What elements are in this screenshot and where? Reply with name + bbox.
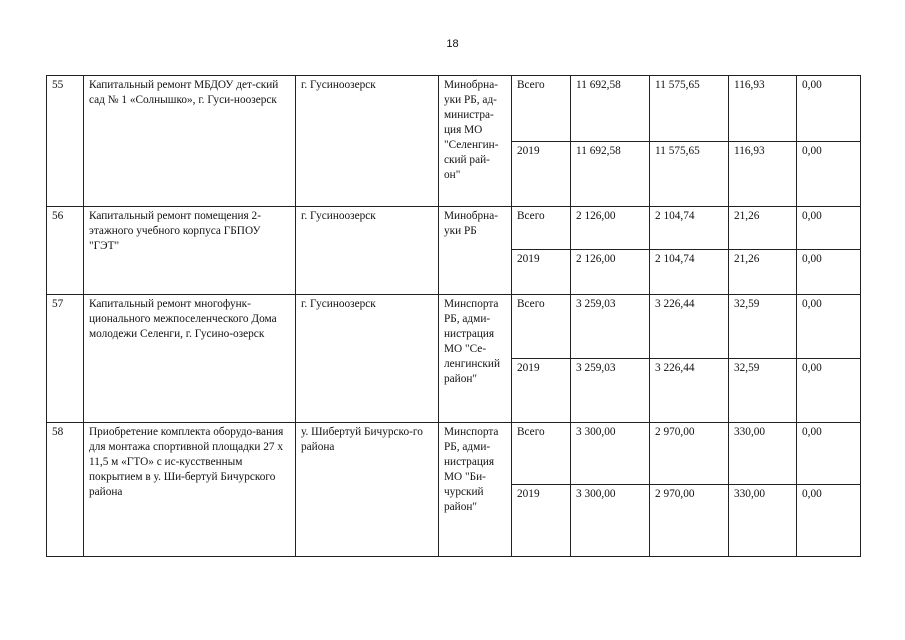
- total-amount: 2 126,00: [571, 250, 650, 295]
- period-label: Всего: [512, 295, 571, 359]
- object-name: Капитальный ремонт помещения 2-этажного учебного корпуса ГБПОУ "ГЭТ": [84, 207, 296, 295]
- total-amount: 3 259,03: [571, 359, 650, 423]
- regional-amount: 116,93: [729, 76, 797, 142]
- responsible-org: Минспорта РБ, адми-нистрация МО "Се-ленгинский район": [439, 295, 512, 423]
- object-location: у. Шибертуй Бичурско-го района: [296, 423, 439, 557]
- total-amount: 3 300,00: [571, 485, 650, 557]
- regional-amount: 21,26: [729, 207, 797, 250]
- period-label: 2019: [512, 485, 571, 557]
- federal-amount: 11 575,65: [650, 76, 729, 142]
- object-name: Капитальный ремонт МБДОУ дет-ский сад № 1 «Солнышко», г. Гуси-ноозерск: [84, 76, 296, 207]
- federal-amount: 3 226,44: [650, 359, 729, 423]
- program-table: [46, 75, 861, 557]
- period-label: Всего: [512, 423, 571, 485]
- total-amount: 11 692,58: [571, 142, 650, 207]
- municipal-amount: 0,00: [797, 423, 861, 485]
- federal-amount: 11 575,65: [650, 142, 729, 207]
- object-location: г. Гусиноозерск: [296, 76, 439, 207]
- object-name: Приобретение комплекта оборудо-вания для монтажа спортивной площадки 27 х 11,5 м «ГТО» с ис-кусственным покрытием в у. Ши-бертуй Бичурского района: [84, 423, 296, 557]
- municipal-amount: 0,00: [797, 295, 861, 359]
- table-row: [47, 207, 861, 250]
- municipal-amount: 0,00: [797, 250, 861, 295]
- period-label: 2019: [512, 250, 571, 295]
- total-amount: 3 300,00: [571, 423, 650, 485]
- regional-amount: 330,00: [729, 423, 797, 485]
- total-amount: 2 126,00: [571, 207, 650, 250]
- row-number: 55: [47, 76, 84, 207]
- row-number: 57: [47, 295, 84, 423]
- responsible-org: Минобрна-уки РБ: [439, 207, 512, 295]
- period-label: Всего: [512, 76, 571, 142]
- regional-amount: 116,93: [729, 142, 797, 207]
- row-number: 56: [47, 207, 84, 295]
- responsible-org: Минобрна-уки РБ, ад-министра-ция МО "Селенгин-ский рай-он": [439, 76, 512, 207]
- regional-amount: 21,26: [729, 250, 797, 295]
- municipal-amount: 0,00: [797, 359, 861, 423]
- federal-amount: 3 226,44: [650, 295, 729, 359]
- municipal-amount: 0,00: [797, 76, 861, 142]
- regional-amount: 330,00: [729, 485, 797, 557]
- municipal-amount: 0,00: [797, 485, 861, 557]
- table-row: [47, 295, 861, 359]
- total-amount: 3 259,03: [571, 295, 650, 359]
- object-location: г. Гусиноозерск: [296, 295, 439, 423]
- table-row: [47, 423, 861, 485]
- regional-amount: 32,59: [729, 359, 797, 423]
- federal-amount: 2 970,00: [650, 423, 729, 485]
- municipal-amount: 0,00: [797, 207, 861, 250]
- federal-amount: 2 104,74: [650, 250, 729, 295]
- period-label: 2019: [512, 142, 571, 207]
- total-amount: 11 692,58: [571, 76, 650, 142]
- period-label: Всего: [512, 207, 571, 250]
- object-location: г. Гусиноозерск: [296, 207, 439, 295]
- period-label: 2019: [512, 359, 571, 423]
- page-number: 18: [446, 38, 459, 50]
- table-row: [47, 76, 861, 142]
- object-name: Капитальный ремонт многофунк-ционального межпоселенческого Дома молодежи Селенги, г. Гусино-озерск: [84, 295, 296, 423]
- federal-amount: 2 104,74: [650, 207, 729, 250]
- row-number: 58: [47, 423, 84, 557]
- federal-amount: 2 970,00: [650, 485, 729, 557]
- responsible-org: Минспорта РБ, адми-нистрация МО "Би-чурский район": [439, 423, 512, 557]
- regional-amount: 32,59: [729, 295, 797, 359]
- municipal-amount: 0,00: [797, 142, 861, 207]
